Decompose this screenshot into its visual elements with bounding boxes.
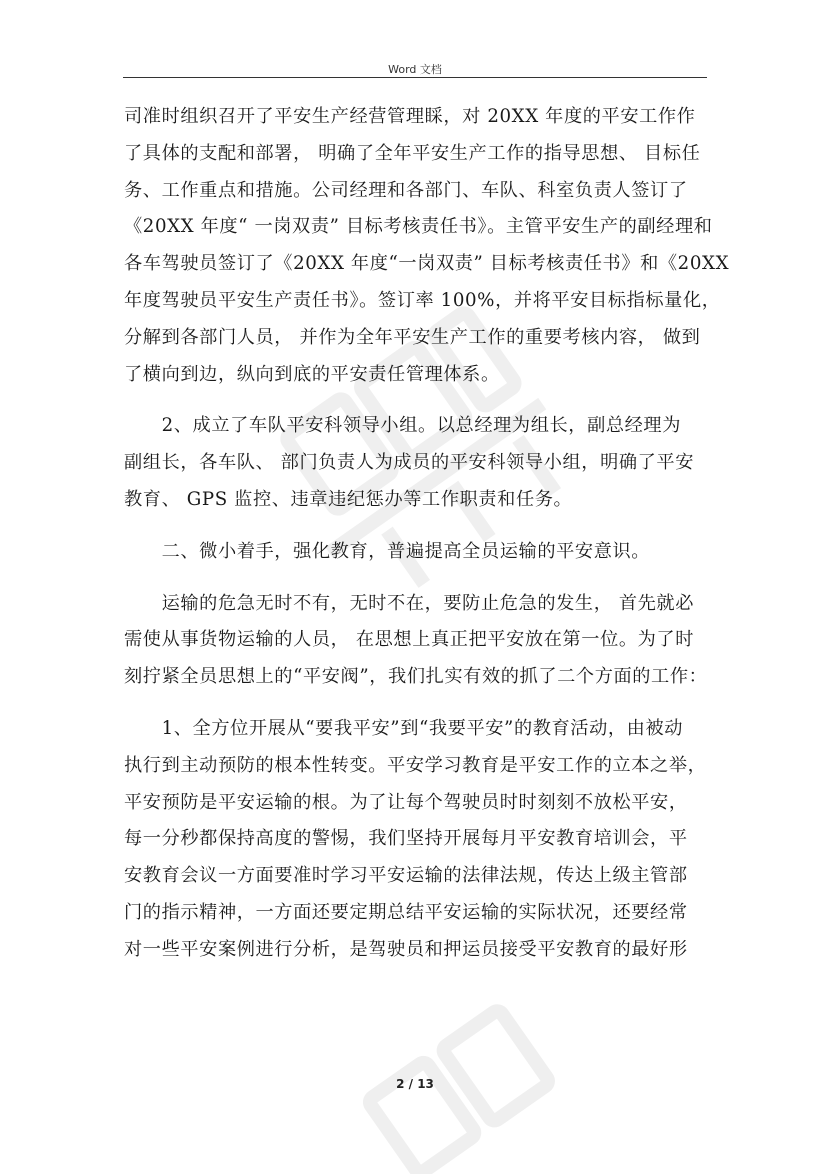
paragraph <box>124 586 714 696</box>
text-line: 平安预防是平安运输的根。为了让每个驾驶员时时刻刻不放松平安， <box>124 791 688 813</box>
text-line: 2、成立了车队平安科领导小组。以总经理为组长，副总经理为 <box>124 415 682 437</box>
text-line: 各车驾驶员签订了《20XX 年度“一岗双责” 目标考核责任书》和《20XX <box>124 253 730 275</box>
text-line: 司准时组织召开了平安生产经营管理睬，对 20XX 年度的平安工作作 <box>124 106 696 127</box>
text-line: 副组长，各车队、 部门负责人为成员的平安科领导小组，明确了平安 <box>124 452 695 474</box>
current-page: 2 <box>396 1077 405 1091</box>
text-line: 教育、 GPS 监控、违章违纪惩办等工作职责和任务。 <box>124 488 573 510</box>
page-header <box>123 61 707 77</box>
header-title: Word 文档 <box>388 63 442 76</box>
text-line: 二、微小着手，强化教育，普遍提高全员运输的平安意识。 <box>124 540 651 562</box>
text-line: 《20XX 年度“ 一岗双责” 目标考核责任书》。主管平安生产的副经理和 <box>124 216 713 238</box>
page-separator: / <box>408 1077 414 1091</box>
text-line: 每一分秒都保持高度的警惕，我们坚持开展每月平安教育培训会，平 <box>124 828 688 850</box>
text-line: 1、全方位开展从“要我平安”到“我要平安”的教育活动，由被动 <box>124 717 684 739</box>
section-heading <box>124 534 714 571</box>
text-line: 刻拧紧全员思想上的“平安阀”，我们扎实有效的抓了二个方面的工作： <box>124 666 708 688</box>
document-body <box>124 99 730 984</box>
page-number <box>0 1077 830 1091</box>
text-line: 了具体的支配和部署， 明确了全年平安生产工作的指导思想、 目标任 <box>124 142 701 164</box>
paragraph <box>124 408 714 518</box>
text-line: 运输的危急无时不有，无时不在，要防止危急的发生， 首先就必 <box>124 592 695 614</box>
text-line: 对一些平安案例进行分析，是驾驶员和押运员接受平安教育的最好形 <box>124 938 688 960</box>
text-line: 需使从事货物运输的人员， 在思想上真正把平安放在第一位。为了时 <box>124 629 695 651</box>
total-pages: 13 <box>417 1077 434 1091</box>
text-line: 务、工作重点和措施。公司经理和各部门、车队、科室负责人签订了 <box>124 179 688 201</box>
paragraph <box>124 711 714 969</box>
text-line: 了横向到边，纵向到底的平安责任管理体系。 <box>124 363 500 385</box>
text-line: 门的指示精神，一方面还要定期总结平安运输的实际状况，还要经常 <box>124 901 688 923</box>
text-line: 安教育会议一方面要准时学习平安运输的法律法规，传达上级主管部 <box>124 865 688 887</box>
text-line: 执行到主动预防的根本性转变。平安学习教育是平安工作的立本之举， <box>124 754 707 776</box>
header-divider <box>123 77 707 78</box>
paragraph <box>124 99 730 393</box>
text-line: 年度驾驶员平安生产责任书》。签订率 100%，并将平安目标指标量化， <box>124 289 721 311</box>
text-line: 分解到各部门人员， 并作为全年平安生产工作的重要考核内容， 做到 <box>124 326 701 348</box>
